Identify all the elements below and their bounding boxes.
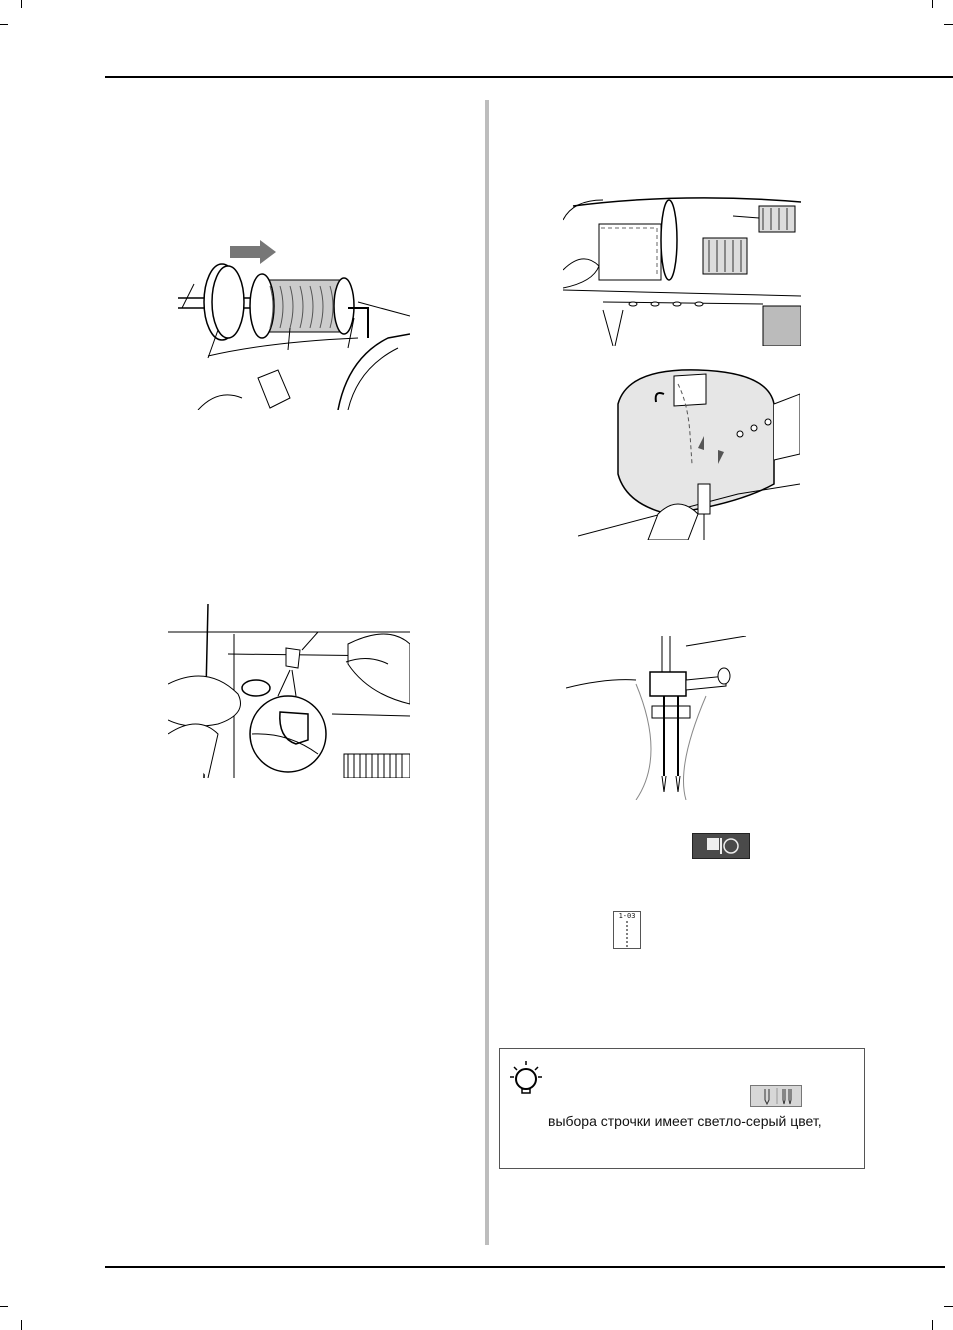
crop-mark-tl-v <box>21 0 22 8</box>
threading-key-button <box>692 833 750 859</box>
note-lightbulb-icon <box>508 1059 544 1095</box>
crop-mark-br-v <box>932 1320 933 1330</box>
thread-guide-hook-illustration <box>168 604 410 778</box>
note-box <box>499 1048 865 1169</box>
crop-mark-tr-v <box>932 0 933 8</box>
machine-front-threading-illustration <box>578 364 800 540</box>
crop-mark-bl-h <box>0 1306 8 1307</box>
machine-top-threading-illustration <box>563 180 801 346</box>
crop-mark-tr-h <box>944 24 953 25</box>
threading-key-icon <box>693 834 749 858</box>
twin-needle-illustration <box>566 636 750 800</box>
single-twin-needle-icon <box>751 1086 801 1106</box>
column-divider <box>485 100 489 1245</box>
needle-mode-key <box>750 1085 802 1107</box>
spool-on-pin-illustration <box>178 238 410 410</box>
footer-rule <box>105 1266 945 1268</box>
stitch-selection-key <box>613 911 641 949</box>
crop-mark-br-h <box>944 1306 953 1307</box>
crop-mark-tl-h <box>0 24 8 25</box>
header-rule <box>105 76 953 78</box>
note-text: выбора строчки имеет светло-серый цвет, <box>548 1113 822 1129</box>
crop-mark-bl-v <box>21 1320 22 1330</box>
straight-stitch-icon <box>614 921 640 947</box>
stitch-key-label: 1-03 <box>618 912 636 920</box>
